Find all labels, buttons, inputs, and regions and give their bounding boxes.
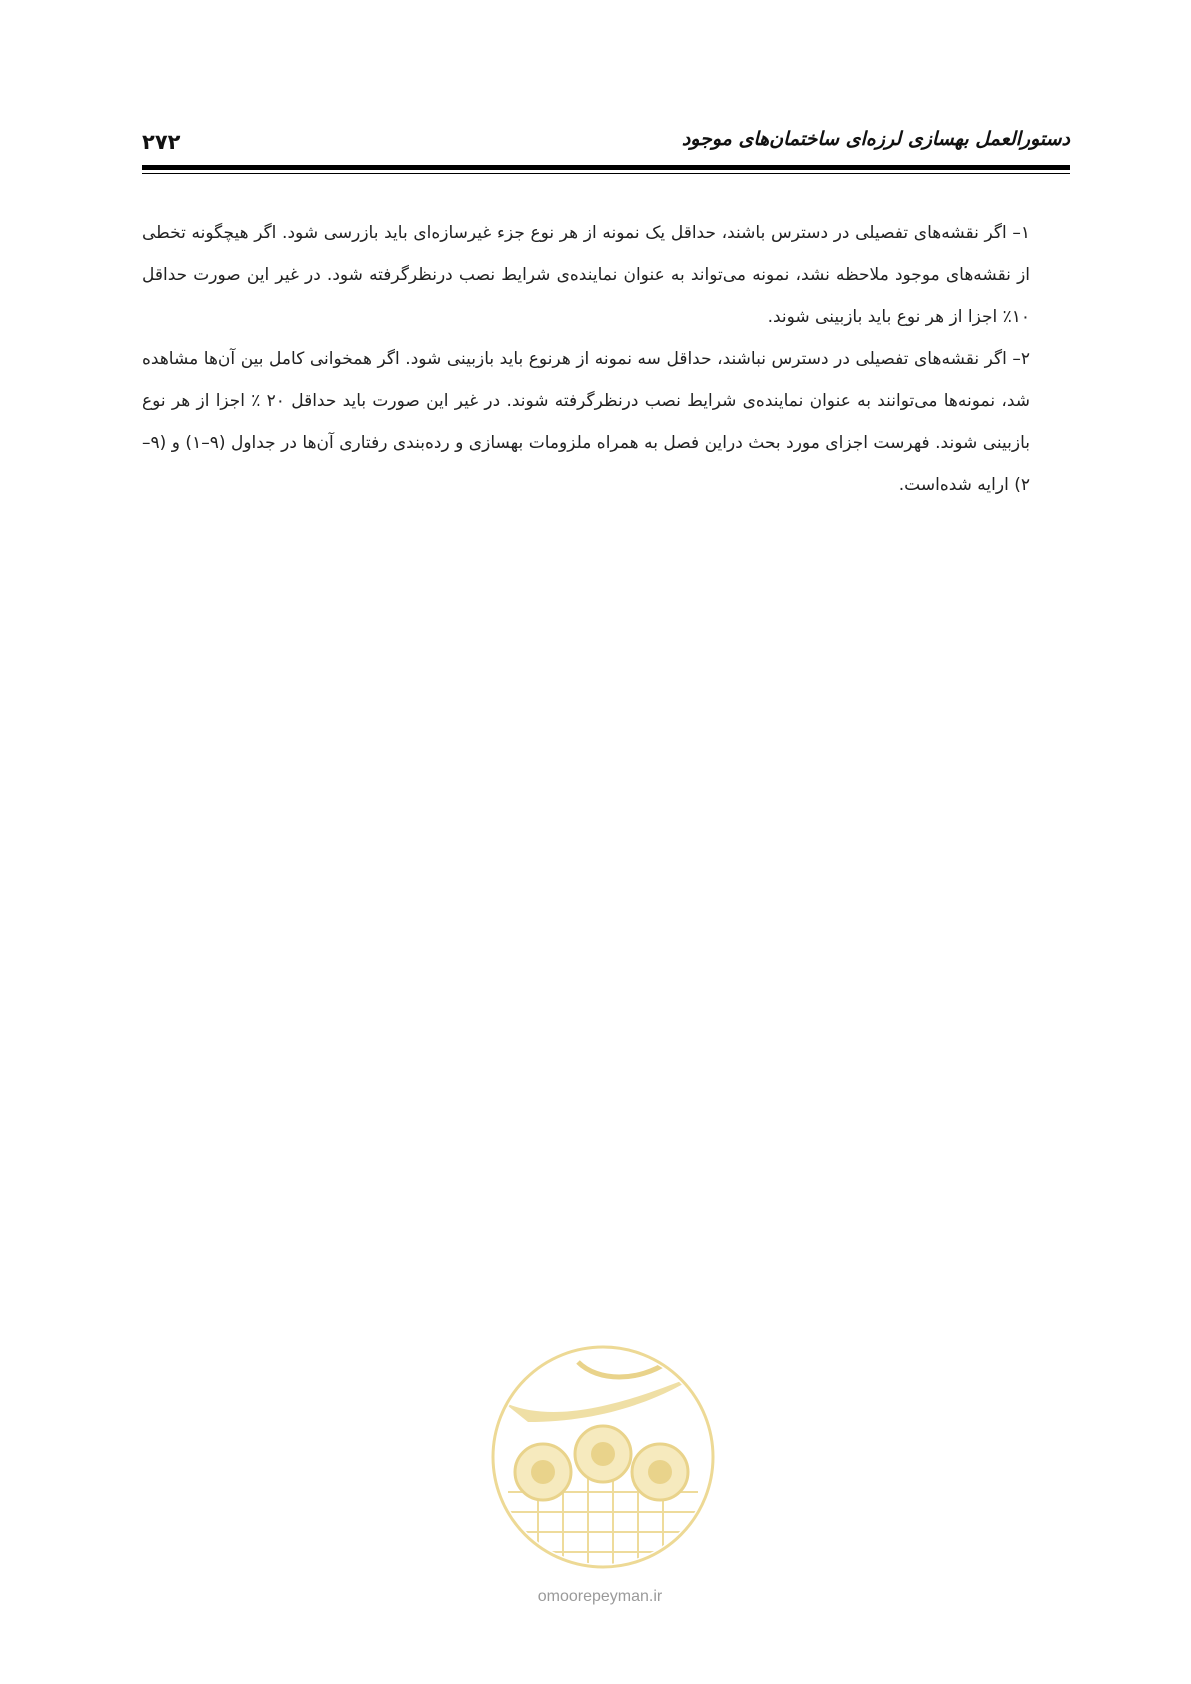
header-rule-thick — [142, 165, 1070, 170]
page-number: ۲۷۲ — [142, 130, 181, 154]
watermark-logo — [488, 1342, 718, 1572]
page-header — [142, 128, 1070, 158]
running-title: دستورالعمل بهسازی لرزه‌ای ساختمان‌های موجود — [681, 128, 1070, 150]
header-rule-thin — [142, 173, 1070, 174]
list-item-1: ۱– اگر نقشه‌های تفصیلی در دسترس باشند، حداقل یک نمونه از هر نوع جزء غیرسازه‌ای باید بازرسی شود. اگر هیچگونه تخطی از نقشه‌های موجود ملاحظه نشد، نمونه می‌تواند به عنوان نماینده‌ی شرایط نصب درنظرگرفته شود. در غیر این صورت حداقل ۱۰٪ اجزا از هر نوع باید بازبینی شوند. — [142, 223, 1030, 327]
watermark-url: omoorepeyman.ir — [537, 1588, 663, 1605]
body-text — [142, 212, 1030, 506]
list-item-2: ۲– اگر نقشه‌های تفصیلی در دسترس نباشند، حداقل سه نمونه از هرنوع باید بازبینی شود. اگر همخوانی کامل بین آن‌ها مشاهده شد، نمونه‌ها می‌توانند به عنوان نماینده‌ی شرایط نصب درنظرگرفته شوند. در غیر این صورت باید حداقل ۲۰ ٪ اجزا از هر نوع بازبینی شوند. فهرست اجزای مورد بحث دراین فصل به همراه ملزومات بهسازی و رده‌بندی رفتاری آن‌ها در جداول (۹–۱) و (۹–۲) ارایه شده‌است. — [142, 349, 1030, 495]
